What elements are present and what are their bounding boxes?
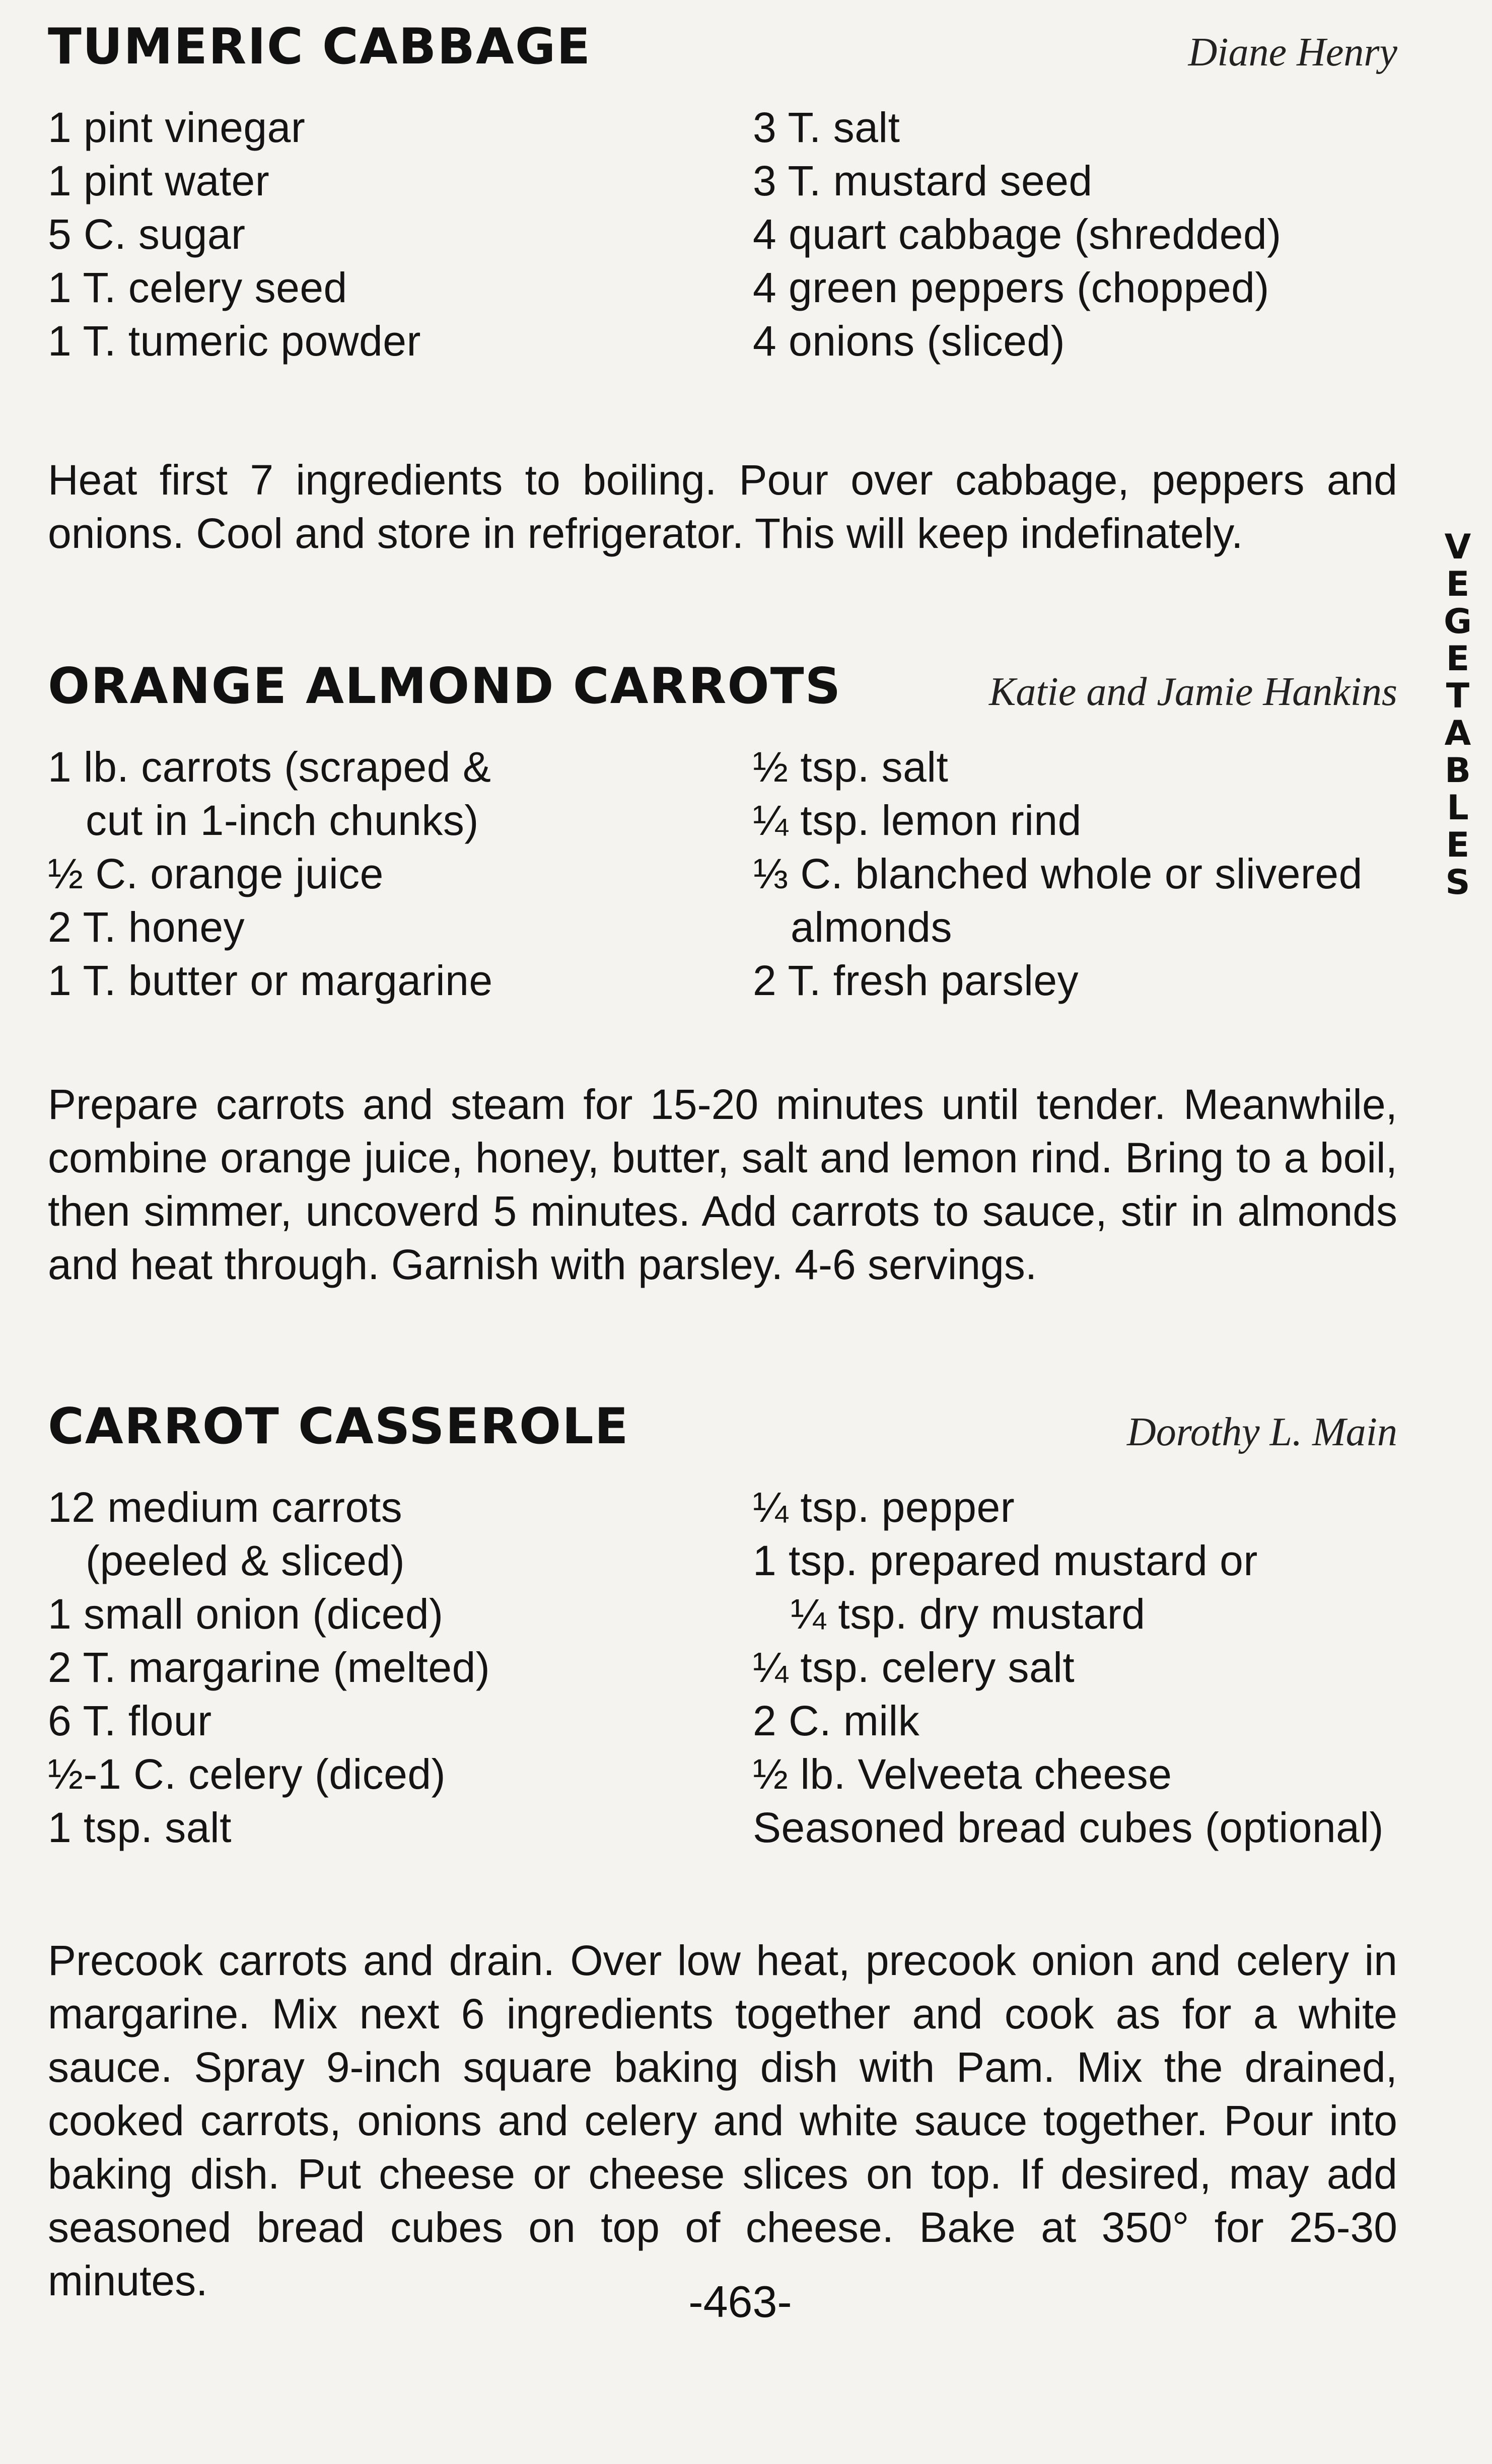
ingredient-item: 1 lb. carrots (scraped &	[48, 743, 491, 791]
recipe-title: ORANGE ALMOND CARROTS	[48, 658, 842, 715]
ingredient-list	[48, 740, 1397, 1007]
ingredient-list	[48, 1481, 1397, 1854]
ingredient-column-left	[48, 101, 743, 368]
recipe-header	[48, 1390, 1397, 1465]
section-tab-letter: B	[1445, 751, 1471, 791]
section-tab-letter: E	[1446, 825, 1470, 865]
ingredient-item: 1 T. butter or margarine	[48, 957, 493, 1004]
section-tab-letter: E	[1446, 565, 1470, 604]
ingredient-item: 1 pint water	[48, 157, 270, 204]
ingredient-item: ½ lb. Velveeta cheese	[753, 1750, 1172, 1798]
section-tab-letter: L	[1447, 788, 1469, 828]
section-tab-letter: T	[1446, 676, 1470, 716]
ingredient-item: 6 T. flour	[48, 1697, 212, 1744]
recipe-header	[48, 10, 1397, 86]
ingredient-item: 2 T. honey	[48, 903, 245, 951]
ingredient-item: almonds	[791, 903, 953, 951]
recipe-directions: Heat first 7 ingredients to boiling. Pour over cabbage, peppers and onions. Cool and store in refrigerator. This will keep indefinately.	[48, 456, 1397, 557]
ingredient-item: ½ C. orange juice	[48, 850, 384, 897]
ingredient-column-right	[753, 101, 1407, 368]
ingredient-item: ½ tsp. salt	[753, 743, 949, 791]
recipe-title: CARROT CASSEROLE	[48, 1398, 629, 1455]
ingredient-item: 1 pint vinegar	[48, 104, 306, 151]
recipe-title: TUMERIC CABBAGE	[48, 18, 592, 76]
recipe-directions: Prepare carrots and steam for 15-20 minutes until tender. Meanwhile, combine orange juice, honey, butter, salt and lemon rind. Bring to a boil, then simmer, uncoverd 5 minutes. Add carrots to sauce, stir in almonds and heat through. Garnish with parsley. 4-6 servings.	[48, 1081, 1397, 1288]
ingredient-item: cut in 1-inch chunks)	[86, 797, 479, 844]
ingredient-item: ⅓ C. blanched whole or slivered	[753, 850, 1363, 897]
section-tab-letter: S	[1445, 863, 1470, 902]
recipe-author: Dorothy L. Main	[1126, 1410, 1397, 1454]
ingredient-column-left	[48, 740, 743, 1007]
section-tab-letter: A	[1444, 714, 1471, 753]
recipe-directions: Precook carrots and drain. Over low heat, precook onion and celery in margarine. Mix next 6 ingredients together and cook as for a white sauce. Spray 9-inch square baking dish with Pam. Mix the drained, cooked carrots, onions and celery and white sauce together. Pour into baking dish. Put cheese or cheese slices on top. If desired, may add seasoned bread cubes on top of cheese. Bake at 350° for 25-30 minutes.	[48, 1937, 1397, 2304]
ingredient-item: 5 C. sugar	[48, 210, 246, 258]
ingredient-item: 1 small onion (diced)	[48, 1590, 444, 1638]
ingredient-item: 4 green peppers (chopped)	[753, 264, 1269, 311]
ingredient-item: ¼ tsp. celery salt	[753, 1644, 1075, 1691]
section-tab-letter: E	[1446, 639, 1470, 679]
page-number: -463-	[688, 2277, 792, 2327]
section-tab-letter: G	[1444, 602, 1472, 642]
ingredient-item: 12 medium carrots	[48, 1484, 403, 1531]
ingredient-column-right	[753, 1481, 1407, 1854]
ingredient-item: 3 T. salt	[753, 104, 900, 151]
section-tab-letter: V	[1444, 527, 1471, 567]
ingredient-item: 1 tsp. salt	[48, 1804, 232, 1851]
ingredient-item: ¼ tsp. lemon rind	[753, 797, 1082, 844]
ingredient-item: ¼ tsp. dry mustard	[791, 1590, 1146, 1638]
ingredient-column-left	[48, 1481, 743, 1854]
ingredient-item: ½-1 C. celery (diced)	[48, 1750, 446, 1798]
ingredient-item: 4 onions (sliced)	[753, 317, 1065, 365]
ingredient-list	[48, 101, 1397, 368]
recipe-tumeric-cabbage	[48, 10, 1397, 557]
recipe-author: Diane Henry	[1188, 30, 1397, 75]
ingredient-item: 2 T. fresh parsley	[753, 957, 1079, 1004]
ingredient-item: 4 quart cabbage (shredded)	[753, 210, 1282, 258]
ingredient-item: ¼ tsp. pepper	[753, 1484, 1015, 1531]
ingredient-item: 1 T. tumeric powder	[48, 317, 421, 365]
section-tab-vegetables	[1435, 529, 1480, 901]
ingredient-column-right	[753, 740, 1407, 1007]
recipe-author: Katie and Jamie Hankins	[989, 670, 1397, 714]
recipe-orange-almond-carrots	[48, 650, 1397, 1288]
ingredient-item: Seasoned bread cubes (optional)	[753, 1804, 1384, 1851]
ingredient-item: (peeled & sliced)	[86, 1537, 405, 1584]
ingredient-item: 1 tsp. prepared mustard or	[753, 1537, 1258, 1584]
ingredient-item: 3 T. mustard seed	[753, 157, 1093, 204]
ingredient-item: 2 T. margarine (melted)	[48, 1644, 490, 1691]
ingredient-item: 1 T. celery seed	[48, 264, 347, 311]
ingredient-item: 2 C. milk	[753, 1697, 920, 1744]
recipe-header	[48, 650, 1397, 725]
